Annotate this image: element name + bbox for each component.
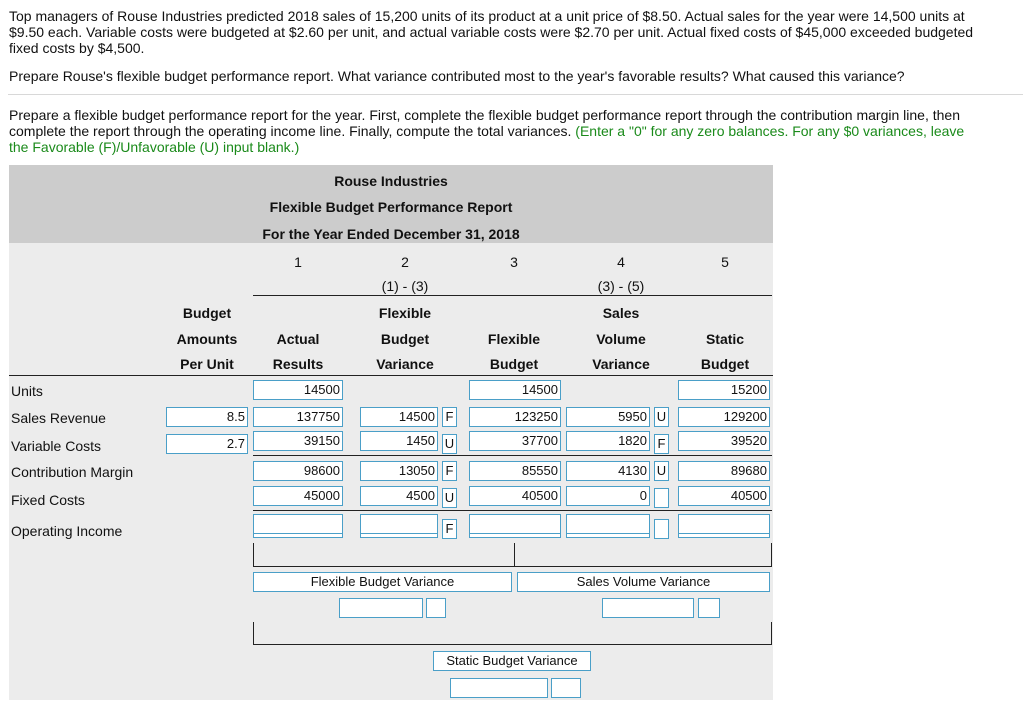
sales-sv-var-input[interactable]: 5950 [566, 407, 650, 427]
flexible-budget-variance-input[interactable] [339, 598, 423, 618]
cm-flex-var-input[interactable]: 13050 [360, 461, 438, 481]
sales-flex-var-fu[interactable]: F [442, 407, 457, 427]
varcost-flexible-input[interactable]: 37700 [469, 431, 561, 451]
col-number-5: 5 [721, 254, 729, 270]
problem-line-2: $9.50 each. Variable costs were budgeted at $2.60 per unit, and actual variable costs were $2.70 per unit. Actual fixed costs of $45,000 exceeded budgeted [9, 24, 974, 40]
row-label-fixed-costs: Fixed Costs [11, 492, 85, 508]
report-company: Rouse Industries [334, 173, 448, 189]
header-budget-2: Budget [380, 331, 430, 347]
row-label-operating-income: Operating Income [11, 523, 123, 539]
varcost-flex-var-input[interactable]: 1450 [360, 431, 438, 451]
instructions-line-3: the Favorable (F)/Unfavorable (U) input blank.) [9, 139, 300, 155]
sales-volume-variance-fu[interactable] [698, 598, 720, 618]
oi-flexible-input[interactable] [469, 514, 561, 538]
header-rule [253, 295, 772, 296]
varcost-sv-var-fu[interactable]: F [654, 434, 669, 454]
sales-actual-input[interactable]: 137750 [253, 407, 343, 427]
row-label-contribution-margin: Contribution Margin [11, 464, 134, 480]
sales-per-unit-input[interactable]: 8.5 [166, 407, 248, 427]
cm-flexible-input[interactable]: 85550 [469, 461, 561, 481]
instructions-line-1: Prepare a flexible budget performance report for the year. First, complete the flexible budget performance report through the contribution margin line, then [9, 107, 960, 123]
instructions-line-2 [9, 123, 964, 139]
header-volume: Volume [596, 331, 646, 347]
header-budget-3: Budget [489, 356, 539, 372]
units-static-input[interactable]: 15200 [678, 380, 770, 400]
header-per-unit: Per Unit [180, 356, 234, 372]
header-results: Results [272, 356, 324, 372]
oi-sv-var-fu[interactable] [654, 519, 669, 539]
header-flexible-2: Flexible [487, 331, 541, 347]
bracket-left [253, 543, 254, 566]
report-period: For the Year Ended December 31, 2018 [262, 226, 520, 242]
col-number-1: 1 [294, 254, 302, 270]
col-number-2: 2 [401, 254, 409, 270]
static-budget-variance-input[interactable] [450, 678, 548, 698]
varcost-flex-var-fu[interactable]: U [442, 434, 457, 454]
units-flexible-input[interactable]: 14500 [469, 380, 561, 400]
fixed-static-input[interactable]: 40500 [678, 486, 770, 506]
cm-static-input[interactable]: 89680 [678, 461, 770, 481]
sales-volume-variance-input[interactable] [602, 598, 694, 618]
flexible-budget-variance-fu[interactable] [426, 598, 446, 618]
sales-flex-var-input[interactable]: 14500 [360, 407, 438, 427]
flexible-budget-variance-label: Flexible Budget Variance [253, 572, 512, 592]
bracket-right [771, 543, 772, 566]
row-label-units: Units [11, 383, 43, 399]
report-title: Flexible Budget Performance Report [269, 199, 513, 215]
bracket2-left [253, 622, 254, 644]
row-label-sales-revenue: Sales Revenue [11, 410, 106, 426]
instructions-hint: (Enter a "0" for any zero balances. For any $0 variances, leave [575, 123, 965, 139]
problem-line-1: Top managers of Rouse Industries predicted 2018 sales of 15,200 units of its product at a unit price of $8.50. Actual sales for the year were 14,500 units at [9, 8, 965, 24]
units-actual-input[interactable]: 14500 [253, 380, 343, 400]
bracket2-right [771, 622, 772, 644]
bracket2-rule [253, 644, 772, 645]
varcost-actual-input[interactable]: 39150 [253, 431, 343, 451]
fixed-flexible-input[interactable]: 40500 [469, 486, 561, 506]
header-budget-4: Budget [700, 356, 750, 372]
oi-sv-var-input[interactable] [566, 514, 650, 538]
formula-sales-vol-var: (3) - (5) [597, 278, 645, 294]
sales-static-input[interactable]: 129200 [678, 407, 770, 427]
row-label-variable-costs: Variable Costs [11, 438, 102, 454]
cm-sv-var-input[interactable]: 4130 [566, 461, 650, 481]
oi-flex-var-input[interactable] [360, 514, 438, 538]
fixed-flex-var-input[interactable]: 4500 [360, 486, 438, 506]
oi-actual-input[interactable] [253, 514, 343, 538]
varcost-per-unit-input[interactable]: 2.7 [166, 434, 248, 454]
bracket-middle [514, 543, 515, 566]
problem-line-3: fixed costs by $4,500. [9, 40, 145, 56]
header-actual: Actual [276, 331, 320, 347]
cm-flex-var-fu[interactable]: F [442, 461, 457, 481]
fixed-sv-var-fu[interactable] [654, 488, 669, 508]
header-variance-2: Variance [592, 356, 650, 372]
varcost-sv-var-input[interactable]: 1820 [566, 431, 650, 451]
cm-sv-var-fu[interactable]: U [654, 461, 669, 481]
instructions-text: complete the report through the operating income line. Finally, compute the total variances. [9, 123, 576, 139]
header-sales: Sales [602, 305, 640, 321]
col-number-3: 3 [510, 254, 518, 270]
oi-static-input[interactable] [678, 514, 770, 538]
fixed-actual-input[interactable]: 45000 [253, 486, 343, 506]
divider [8, 94, 1023, 95]
col-number-4: 4 [617, 254, 625, 270]
oi-flex-var-fu[interactable]: F [442, 519, 457, 539]
subtotal-rule [253, 455, 772, 456]
formula-flex-var: (1) - (3) [381, 278, 429, 294]
header-amounts: Amounts [176, 331, 238, 347]
problem-question: Prepare Rouse's flexible budget performance report. What variance contributed most to the year's favorable results? What caused this variance? [9, 68, 905, 84]
header-budget: Budget [182, 305, 232, 321]
sales-flexible-input[interactable]: 123250 [469, 407, 561, 427]
varcost-static-input[interactable]: 39520 [678, 431, 770, 451]
header-static: Static [705, 331, 745, 347]
bracket-top-rule [253, 566, 772, 567]
static-budget-variance-label: Static Budget Variance [433, 651, 591, 671]
fixed-flex-var-fu[interactable]: U [442, 488, 457, 508]
header-variance: Variance [376, 356, 434, 372]
static-budget-variance-fu[interactable] [551, 678, 581, 698]
fixed-sv-var-input[interactable]: 0 [566, 486, 650, 506]
header-flexible: Flexible [378, 305, 432, 321]
header-bottom-rule [9, 375, 773, 376]
total-rule [253, 510, 772, 511]
sales-volume-variance-label: Sales Volume Variance [517, 572, 770, 592]
cm-actual-input[interactable]: 98600 [253, 461, 343, 481]
sales-sv-var-fu[interactable]: U [654, 407, 669, 427]
